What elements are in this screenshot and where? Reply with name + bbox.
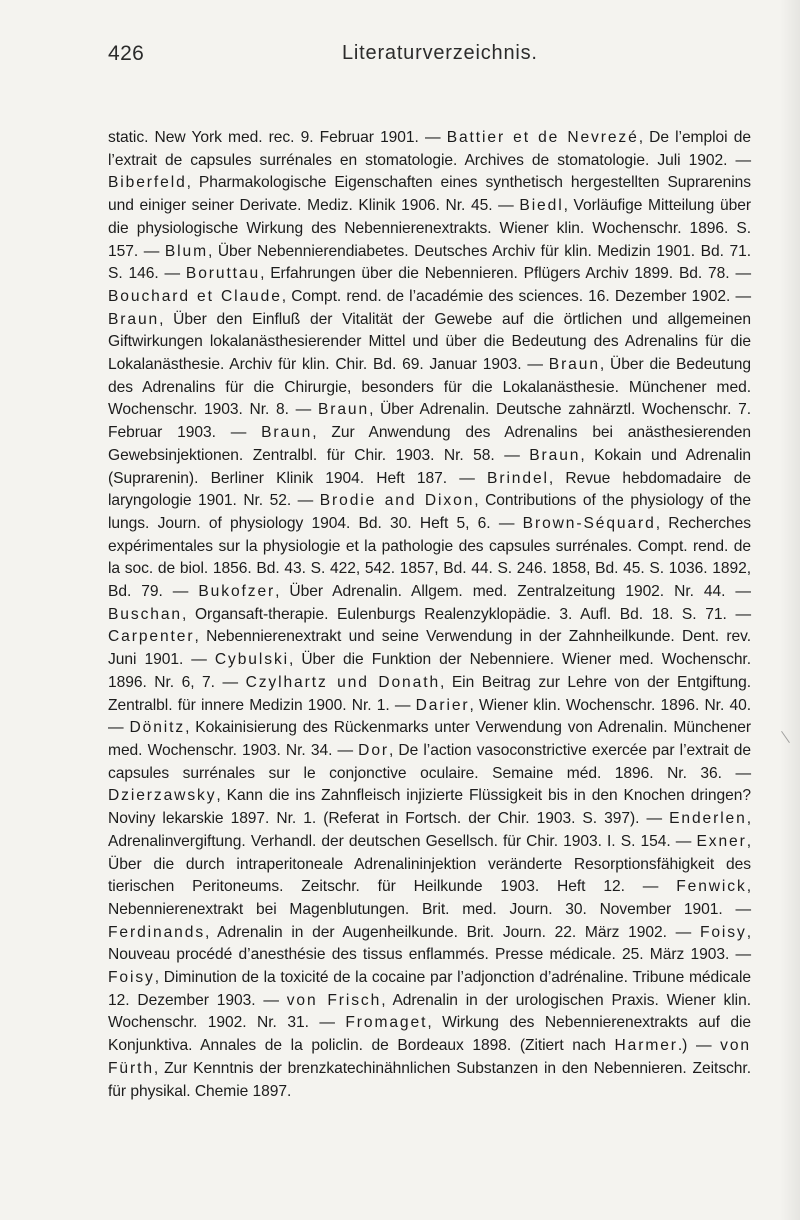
entry-text: , Wirkung des Nebennierenextrakts auf die Konjunktiva. Annales de la policlin. de Bordeaux 1898. (Zitiert nach (108, 1014, 751, 1055)
entry-author: Enderlen (669, 810, 747, 828)
entry-text: , Über die durch intraperitoneale Adrenalininjektion veränderte Resorptionsfähigkeit des tierischen Peritoneums. Zeitschr. für Heilkunde 1903. Heft 12. — (108, 832, 751, 896)
entry-text: , Erfahrungen über die Nebennieren. Pflügers Archiv 1899. Bd. 78. — (260, 265, 751, 283)
entry-author: Braun (261, 424, 313, 442)
entry-text: , Revue hebdomadaire de laryngologie 1901. Nr. 52. — (108, 469, 751, 510)
bibliography-text (108, 127, 751, 1103)
entry-author: von Fürth (108, 1037, 751, 1077)
entry-text: , Kokainisierung des Rückenmarks unter Verwendung von Adrenalin. Münchener med. Wochenschr. 1903. Nr. 34. — (108, 719, 751, 759)
entry-author: Exner (696, 832, 747, 850)
entry-text: , Nouveau procédé d’anesthésie des tissus enflammés. Presse médicale. 25. März 1903. — (108, 923, 751, 964)
entry-author: Carpenter (108, 628, 195, 646)
entry-author: Czylhartz und Donath (245, 673, 441, 691)
entry-text: , Nebennierenextrakt bei Magenblutungen. Brit. med. Journ. 30. November 1901. — (108, 878, 751, 918)
entry-author: Battier et de Nevrezé (446, 129, 639, 146)
entry-text: , Über die Funktion der Nebenniere. Wiener med. Wochenschr. 1896. Nr. 6, 7. — (108, 651, 751, 691)
entry-author: Blum (164, 242, 208, 260)
entry-author: Brown-Séquard (522, 514, 656, 532)
entry-text: , Nebennierenextrakt und seine Verwendung in der Zahnheilkunde. Dent. rev. Juni 1901. — (108, 628, 751, 669)
page-edge-shadow (780, 0, 800, 1220)
entry-author: Biberfeld (108, 174, 187, 192)
entry-author: Braun (529, 446, 581, 464)
entry-author: Foisy (699, 923, 747, 941)
entry-author: Dor (358, 741, 389, 759)
entry-text: , Zur Kenntnis der brenzkatechinähnlichen Substanzen in den Nebennieren. Zeitschr. für physikal. Chemie 1897. (108, 1059, 751, 1100)
entry-text: , Diminution de la toxicité de la cocaine par l’adjonction d’adrénaline. Tribune médicale 12. Dezember 1903. — (108, 969, 751, 1009)
entry-text: , De l’action vasoconstrictive exercée par l’extrait de capsules surrénales sur le conjonctive oculaire. Semaine méd. 1896. Nr. 36. — (108, 741, 751, 782)
page-number: 426 (108, 42, 145, 65)
entry-author: Braun (317, 401, 370, 419)
entry-text: , Kann die ins Zahnfleisch injizierte Flüssigkeit bis in den Knochen dringen? Noviny lekarskie 1897. Nr. 1. (Referat in Fortsch. der Chir. 1903. S. 397). — (108, 787, 751, 828)
entry-author: Dönitz (129, 719, 186, 737)
entry-text: , Zur Anwendung des Adrenalins bei anästhesierenden Gewebsinjektionen. Zentralbl. für Chir. 1903. Nr. 58. — (108, 424, 751, 464)
entry-author: Brodie and Dixon (319, 492, 475, 510)
entry-author: Bouchard et Claude (108, 287, 282, 305)
entry-author: Fenwick (676, 878, 747, 896)
entry-text: , Kokain und Adrenalin (Suprarenin). Berliner Klinik 1904. Heft 187. — (108, 446, 752, 487)
entry-text: , Über Adrenalin. Deutsche zahnärztl. Wochenschr. 7. Februar 1903. — (108, 401, 751, 442)
entry-author: Braun (108, 310, 160, 328)
entry-text: , Ein Beitrag zur Lehre von der Entgiftung. Zentralbl. für innere Medizin 1900. Nr. 1. — (108, 673, 751, 714)
entry-author: von Frisch (286, 991, 382, 1009)
entry-author: Dzierzawsky (108, 787, 217, 805)
entry-text: , Wiener klin. Wochenschr. 1896. Nr. 40. — (108, 696, 751, 737)
entry-text: , Über Adrenalin. Allgem. med. Zentralzeitung 1902. Nr. 44. — (275, 583, 751, 601)
entry-text: , Adrenalinvergiftung. Verhandl. der deutschen Gesellsch. für Chir. 1903. I. S. 154. — (108, 810, 751, 850)
entry-author: Brindel (487, 469, 549, 487)
running-head: Literaturverzeichnis. (342, 42, 538, 64)
entry-text: , De l’emploi de l’extrait de capsules surrénales en stomatologie. Archives de stomatologie. Juli 1902. — (108, 129, 751, 169)
entry-author: Cybulski (214, 651, 290, 669)
entry-text: , Adrenalin in der urologischen Praxis. Wiener klin. Wochenschr. 1902. Nr. 31. — (108, 991, 751, 1032)
entry-text: , Adrenalin in der Augenheilkunde. Brit. Journ. 22. März 1902. — (205, 923, 700, 941)
entry-text: static. New York med. rec. 9. Februar 1901. — (108, 129, 447, 146)
entry-text: , Über den Einfluß der Vitalität der Gewebe auf die örtlichen und allgemeinen Giftwirkungen lokalanästhesierender Mittel und über die Bedeutung des Adrenalins für die Lokalanästhesie. Archiv für klin. Chir. Bd. 69. Januar 1903. — (108, 310, 751, 374)
entry-author: Braun (548, 356, 600, 374)
entry-author: Foisy (108, 969, 155, 987)
entry-author: Bukofzer (198, 583, 276, 601)
entry-author: Buschan (108, 605, 182, 623)
page-header (108, 42, 751, 80)
bibliography-paragraph (108, 127, 751, 1103)
entry-text: , Über die Bedeutung des Adrenalins für die Chirurgie, besonders für die Lokalanästhesie. Münchener med. Wochenschr. 1903. Nr. 8. — (108, 356, 752, 419)
entry-author: Fromaget (345, 1014, 428, 1032)
entry-text: , Organsaft-therapie. Eulenburgs Realenzyklopädie. 3. Aufl. Bd. 18. S. 71. — (182, 605, 751, 623)
entry-text: .) — (677, 1037, 721, 1055)
entry-author: Boruttau (185, 265, 261, 283)
entry-text: , Contributions of the physiology of the lungs. Journ. of physiology 1904. Bd. 30. Heft 5, 6. — (108, 492, 751, 532)
entry-author: Biedl (519, 197, 564, 215)
entry-text: , Recherches expérimentales sur la physiologie et la pathologie des capsules surrénales. Compt. rend. de la soc. de biol. 1856. Bd. 43. S. 422, 542. 1857, Bd. 44. S. 246. 1858, Bd. 45. S. 1036. 1892, Bd. 79. — (108, 514, 751, 601)
entry-text: , Pharmakologische Eigenschaften eines synthetisch hergestellten Suprarenins und einiger seiner Derivate. Mediz. Klinik 1906. Nr. 45. — (108, 174, 751, 215)
entry-text: , Compt. rend. de l’académie des sciences. 16. Dezember 1902. — (281, 287, 751, 305)
entry-text: , Vorläufige Mitteilung über die physiologische Wirkung des Nebennierenextrakts. Wiener klin. Wochenschr. 1896. S. 157. — (108, 197, 751, 260)
entry-author: Harmer (614, 1037, 678, 1055)
entry-text: , Über Nebennierendiabetes. Deutsches Archiv für klin. Medizin 1901. Bd. 71. S. 146. — (108, 242, 751, 283)
entry-author: Darier (415, 696, 470, 714)
entry-author: Ferdinands (108, 923, 206, 941)
